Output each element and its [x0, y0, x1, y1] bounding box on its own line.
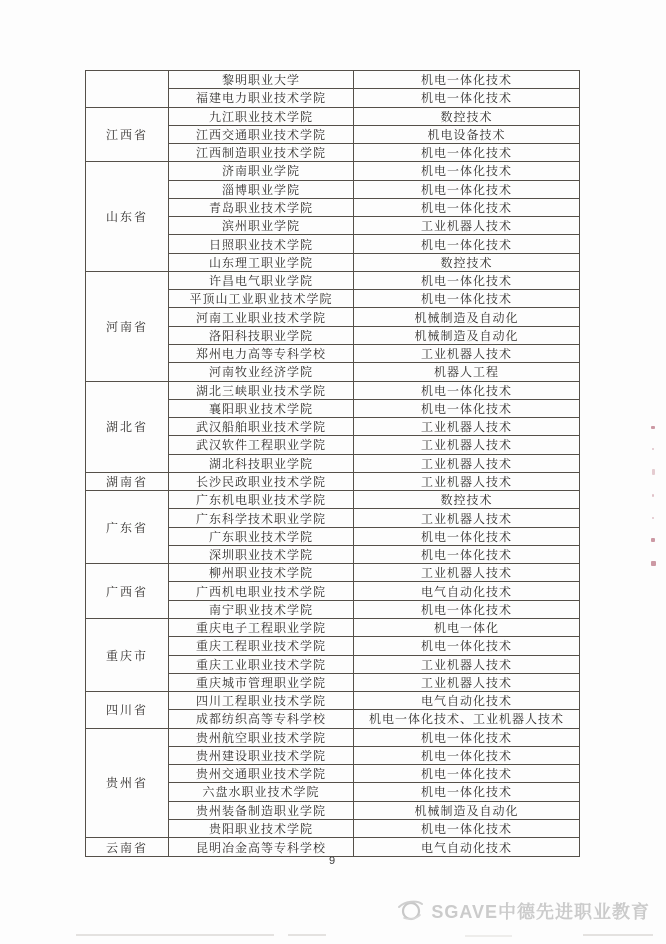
major-cell: 电气自动化技术 — [354, 838, 580, 857]
school-cell: 襄阳职业技术学院 — [169, 399, 354, 417]
major-cell: 工业机器人技术 — [354, 655, 580, 673]
province-cell: 河南省 — [86, 271, 169, 381]
school-cell: 重庆城市管理职业学院 — [169, 673, 354, 691]
school-cell: 滨州职业学院 — [169, 217, 354, 235]
major-cell: 机器人工程 — [354, 363, 580, 381]
school-cell: 深圳职业技术学院 — [169, 545, 354, 563]
school-cell: 平顶山工业职业技术学院 — [169, 290, 354, 308]
major-cell: 工业机器人技术 — [354, 418, 580, 436]
table-row — [86, 271, 580, 289]
major-cell: 机械制造及自动化 — [354, 801, 580, 819]
school-cell: 淄博职业学院 — [169, 180, 354, 198]
major-cell: 机械制造及自动化 — [354, 308, 580, 326]
major-cell: 机电一体化技术 — [354, 144, 580, 162]
scan-artifact-line — [465, 935, 512, 937]
major-cell: 机电一体化技术 — [354, 545, 580, 563]
major-cell: 机电一体化技术 — [354, 783, 580, 801]
footer-watermark — [397, 897, 650, 924]
major-cell: 机电一体化技术 — [354, 600, 580, 618]
major-cell: 机电一体化技术 — [354, 271, 580, 289]
school-cell: 长沙民政职业技术学院 — [169, 472, 354, 490]
major-cell: 机电一体化技术 — [354, 399, 580, 417]
major-cell: 电气自动化技术 — [354, 582, 580, 600]
page-number: 9 — [328, 855, 336, 867]
school-cell: 六盘水职业技术学院 — [169, 783, 354, 801]
school-cell: 贵阳职业技术学院 — [169, 819, 354, 837]
school-cell: 湖北科技职业学院 — [169, 454, 354, 472]
major-cell: 机电一体化技术、工业机器人技术 — [354, 710, 580, 728]
major-cell: 机电一体化技术 — [354, 765, 580, 783]
school-cell: 郑州电力高等专科学校 — [169, 344, 354, 362]
school-cell: 许昌电气职业学院 — [169, 271, 354, 289]
province-cell — [86, 71, 169, 108]
school-cell: 洛阳科技职业学院 — [169, 326, 354, 344]
major-cell: 机电一体化技术 — [354, 180, 580, 198]
footer-watermark-text: SGAVE中德先进职业教育 — [431, 901, 650, 922]
major-cell: 工业机器人技术 — [354, 217, 580, 235]
table-row — [86, 564, 580, 582]
major-cell: 工业机器人技术 — [354, 472, 580, 490]
school-cell: 广东科学技术职业学院 — [169, 509, 354, 527]
major-cell: 工业机器人技术 — [354, 454, 580, 472]
college-major-table — [85, 70, 580, 857]
major-cell: 电气自动化技术 — [354, 692, 580, 710]
school-cell: 成都纺织高等专科学校 — [169, 710, 354, 728]
province-cell: 山东省 — [86, 162, 169, 272]
school-cell: 广东机电职业技术学院 — [169, 491, 354, 509]
major-cell: 机械制造及自动化 — [354, 326, 580, 344]
school-cell: 贵州装备制造职业学院 — [169, 801, 354, 819]
school-cell: 青岛职业技术学院 — [169, 198, 354, 216]
major-cell: 机电一体化 — [354, 618, 580, 636]
province-cell: 湖北省 — [86, 381, 169, 472]
school-cell: 重庆工程职业技术学院 — [169, 637, 354, 655]
table-row — [86, 381, 580, 399]
school-cell: 江西交通职业技术学院 — [169, 125, 354, 143]
table-row — [86, 107, 580, 125]
major-cell: 机电一体化技术 — [354, 728, 580, 746]
major-cell: 机电一体化技术 — [354, 819, 580, 837]
province-cell: 四川省 — [86, 692, 169, 729]
school-cell: 河南牧业经济学院 — [169, 363, 354, 381]
school-cell: 日照职业技术学院 — [169, 235, 354, 253]
table-body — [86, 71, 580, 857]
province-cell: 重庆市 — [86, 618, 169, 691]
school-cell: 河南工业职业技术学院 — [169, 308, 354, 326]
province-cell: 广西省 — [86, 564, 169, 619]
school-cell: 福建电力职业技术学院 — [169, 89, 354, 107]
school-cell: 广西机电职业技术学院 — [169, 582, 354, 600]
major-cell: 机电一体化技术 — [354, 290, 580, 308]
school-cell: 贵州建设职业技术学院 — [169, 746, 354, 764]
province-cell: 湖南省 — [86, 472, 169, 490]
school-cell: 重庆工业职业技术学院 — [169, 655, 354, 673]
major-cell: 工业机器人技术 — [354, 564, 580, 582]
major-cell: 数控技术 — [354, 491, 580, 509]
major-cell: 机电一体化技术 — [354, 198, 580, 216]
province-cell: 江西省 — [86, 107, 169, 162]
school-cell: 山东理工职业学院 — [169, 253, 354, 271]
major-cell: 数控技术 — [354, 253, 580, 271]
school-cell: 湖北三峡职业技术学院 — [169, 381, 354, 399]
table-row — [86, 162, 580, 180]
school-cell: 武汉船舶职业技术学院 — [169, 418, 354, 436]
school-cell: 四川工程职业技术学院 — [169, 692, 354, 710]
major-cell: 机电一体化技术 — [354, 746, 580, 764]
major-cell: 工业机器人技术 — [354, 673, 580, 691]
scan-artifact-line — [583, 934, 653, 936]
school-cell: 贵州航空职业技术学院 — [169, 728, 354, 746]
school-cell: 广东职业技术学院 — [169, 527, 354, 545]
school-cell: 江西制造职业技术学院 — [169, 144, 354, 162]
sgave-logo-icon — [397, 897, 424, 924]
province-cell: 广东省 — [86, 491, 169, 564]
major-cell: 机电一体化技术 — [354, 162, 580, 180]
school-cell: 重庆电子工程职业学院 — [169, 618, 354, 636]
major-cell: 工业机器人技术 — [354, 436, 580, 454]
red-stamp-artifact — [648, 426, 658, 566]
school-cell: 柳州职业技术学院 — [169, 564, 354, 582]
scan-artifact-line — [76, 934, 274, 936]
major-cell: 机电一体化技术 — [354, 71, 580, 89]
major-cell: 数控技术 — [354, 107, 580, 125]
table-row — [86, 472, 580, 490]
province-cell: 贵州省 — [86, 728, 169, 838]
major-cell: 工业机器人技术 — [354, 509, 580, 527]
major-cell: 机电一体化技术 — [354, 89, 580, 107]
table-row — [86, 728, 580, 746]
school-cell: 黎明职业大学 — [169, 71, 354, 89]
major-cell: 工业机器人技术 — [354, 344, 580, 362]
table-row — [86, 491, 580, 509]
school-cell: 济南职业学院 — [169, 162, 354, 180]
school-cell: 武汉软件工程职业学院 — [169, 436, 354, 454]
school-cell: 南宁职业技术学院 — [169, 600, 354, 618]
major-cell: 机电一体化技术 — [354, 527, 580, 545]
school-cell: 昆明冶金高等专科学校 — [169, 838, 354, 857]
school-cell: 九江职业技术学院 — [169, 107, 354, 125]
table-row — [86, 71, 580, 89]
scan-artifact-line — [288, 934, 326, 936]
major-cell: 机电设备技术 — [354, 125, 580, 143]
major-cell: 机电一体化技术 — [354, 637, 580, 655]
major-cell: 机电一体化技术 — [354, 381, 580, 399]
major-cell: 机电一体化技术 — [354, 235, 580, 253]
table-row — [86, 618, 580, 636]
table-row — [86, 692, 580, 710]
table-row — [86, 838, 580, 857]
school-cell: 贵州交通职业技术学院 — [169, 765, 354, 783]
province-cell: 云南省 — [86, 838, 169, 857]
